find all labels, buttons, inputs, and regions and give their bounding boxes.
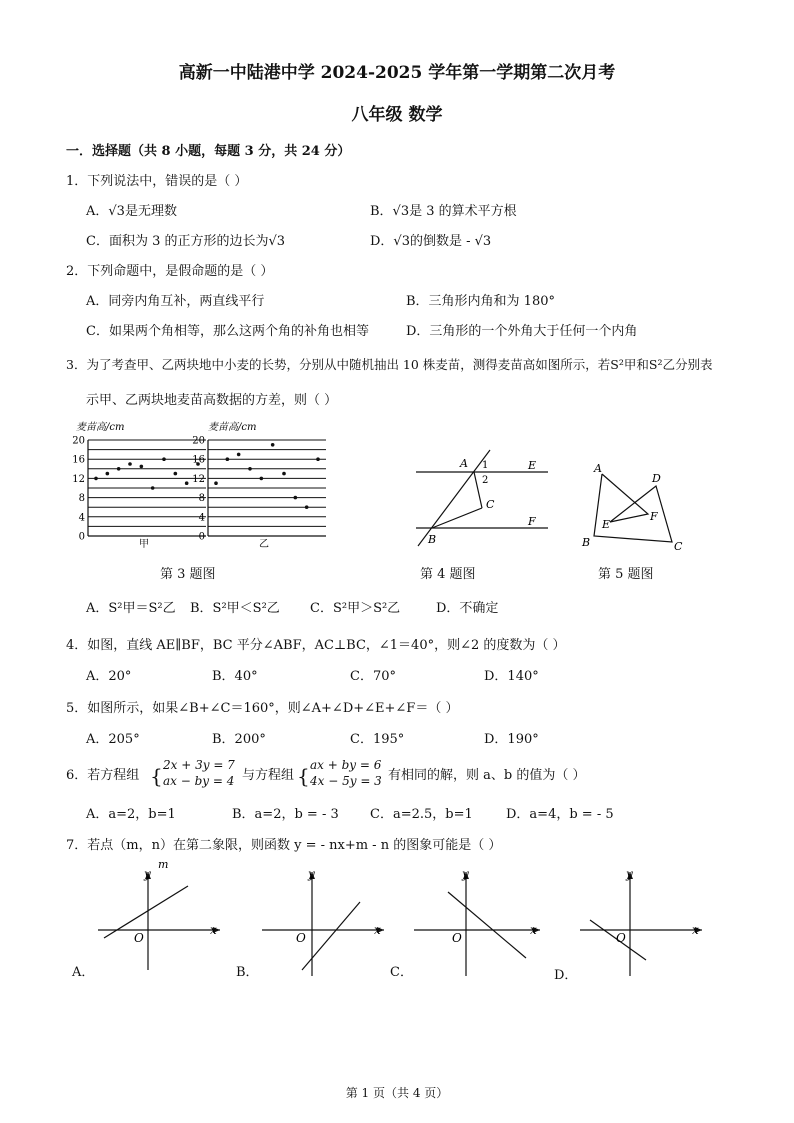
q6-brace-2: { [297, 764, 310, 788]
chart-left-tick-label: 12 [72, 473, 85, 485]
chart-left-tick-label: 4 [78, 512, 85, 524]
exam-subtitle: 八年级 数学 [351, 105, 443, 125]
fig5-label-c: C [674, 540, 683, 553]
chart-right-point [294, 496, 298, 500]
figure-4 [408, 448, 558, 557]
chart-right-tick-label: 8 [198, 493, 205, 505]
graph-c-y-label: y [462, 867, 469, 881]
fig4-label-f: F [528, 515, 536, 528]
fig3-ylabel-right: 麦苗高/cm [208, 422, 257, 433]
chart-left-point [117, 467, 121, 471]
chart-right-point [271, 443, 275, 447]
q6-option-b: B．a=2，b = - 3 [232, 807, 339, 822]
q7-graph-a [98, 858, 220, 970]
q4-option-c: C．70° [350, 669, 396, 684]
graph-a-y-label: y [144, 867, 151, 881]
q6-prefix: 6．若方程组 [66, 768, 140, 783]
chart-right-point [305, 505, 309, 509]
q5-option-b: B．200° [212, 732, 266, 747]
fig5-label-a: A [594, 462, 602, 475]
chart-left-tick-label: 20 [72, 435, 85, 447]
q7-graph-c [414, 867, 540, 976]
q3-line2: 示甲、乙两块地麦苗高数据的方差，则（ ） [86, 393, 338, 408]
q6-system1-eq1: 2x + 3y = 7 [163, 758, 235, 772]
q6-system1-eq2: ax − by = 4 [163, 774, 235, 788]
q3-option-a: A．S²甲＝S²乙 [86, 601, 176, 616]
graph-b-origin: O [296, 931, 306, 945]
q6-option-d: D．a=4，b = - 5 [506, 807, 614, 822]
q7-graph-d [580, 867, 702, 976]
q7-option-c: C． [390, 965, 413, 980]
chart-right-point [260, 477, 264, 481]
chart-left-tick-label: 8 [78, 493, 85, 505]
fig4-label-b: B [428, 533, 437, 546]
q1-stem: 1．下列说法中，错误的是（ ） [66, 174, 248, 189]
q1-option-b: B．√3是 3 的算术平方根 [370, 204, 517, 219]
chart-right-point [316, 457, 320, 461]
q6-system2-eq2: 4x − 5y = 3 [310, 774, 382, 788]
chart-left-tick-label: 16 [72, 454, 85, 466]
graph-a-mark: m [158, 858, 169, 871]
q3-option-d: D．不确定 [436, 601, 499, 616]
q7-stem: 7．若点（m，n）在第二象限，则函数 y = - nx+m - n 的图象可能是（ ） [66, 838, 502, 853]
chart-left [72, 436, 206, 543]
q5-option-d: D．190° [484, 732, 539, 747]
q6-mid: 与方程组 [242, 768, 295, 783]
q2-option-c: C．如果两个角相等，那么这两个角的补角也相等 [86, 324, 369, 339]
chart-right-tick-label: 20 [192, 435, 205, 447]
exam-title: 高新一中陆港中学 2024-2025 学年第一学期第二次月考 [178, 63, 616, 83]
q5-stem: 5．如图所示，如果∠B+∠C＝160°，则∠A+∠D+∠E+∠F＝（ ） [66, 701, 459, 716]
chart-left-point [185, 481, 189, 485]
q7-option-a: A． [72, 965, 95, 980]
q6-option-a: A．a=2，b=1 [86, 807, 176, 822]
section-heading: 一．选择题（共 8 小题，每题 3 分，共 24 分） [66, 144, 351, 159]
figure-5 [580, 458, 690, 562]
q7-graph-b [262, 867, 384, 976]
q6-option-c: C．a=2.5，b=1 [370, 807, 473, 822]
chart-right-point [226, 457, 230, 461]
graph-d-origin: O [616, 931, 626, 945]
chart-right-point [248, 467, 252, 471]
q5-option-a: A．205° [86, 732, 140, 747]
q6-suffix: 有相同的解，则 a、b 的值为（ ） [388, 768, 586, 783]
fig4-label-2: 2 [482, 475, 489, 486]
fig3-ylabel-left: 麦苗高/cm [76, 422, 125, 433]
chart-left-point [94, 477, 98, 481]
chart-right-tick-label: 16 [192, 454, 205, 466]
q6-system2-eq1: ax + by = 6 [310, 758, 382, 772]
fig4-label-e: E [528, 459, 537, 472]
fig5-label-e: E [602, 518, 611, 531]
fig5-label-b: B [582, 536, 591, 549]
graph-d-x-label: x [692, 923, 699, 937]
chart-right-tick-label: 0 [198, 531, 205, 543]
q3-option-b: B．S²甲＜S²乙 [190, 601, 280, 616]
graph-d-y-label: y [626, 867, 633, 881]
q2-option-b: B．三角形内角和为 180° [406, 294, 555, 309]
fig4-caption: 第 4 题图 [420, 567, 476, 582]
fig4-label-a: A [460, 457, 468, 470]
chart-left-point [162, 457, 166, 461]
chart-left-point [151, 486, 155, 490]
graph-a-origin: O [134, 931, 144, 945]
chart-left-point [106, 472, 110, 476]
figure-3 [66, 418, 336, 557]
q7-option-b: B． [236, 965, 259, 980]
q2-option-d: D．三角形的一个外角大于任何一个内角 [406, 324, 638, 339]
chart-right-point [214, 481, 218, 485]
q5-option-c: C．195° [350, 732, 405, 747]
q1-option-a: A．√3是无理数 [86, 204, 177, 219]
graph-b-y-label: y [308, 867, 315, 881]
q3-line1: 3．为了考查甲、乙两块地中小麦的长势，分别从中随机抽出 10 株麦苗，测得麦苗高如图所示，若S²甲和S²乙分别表 [66, 357, 713, 372]
q4-option-a: A．20° [86, 669, 132, 684]
chart-left-tick-label: 0 [78, 531, 85, 543]
q1-option-d: D．√3的倒数是 - √3 [370, 234, 492, 249]
q1-option-c: C．面积为 3 的正方形的边长为√3 [86, 234, 286, 249]
fig5-caption: 第 5 题图 [598, 567, 654, 582]
q2-stem: 2．下列命题中，是假命题的是（ ） [66, 264, 274, 279]
fig3-caption: 第 3 题图 [160, 567, 216, 582]
fig4-label-c: C [486, 498, 495, 511]
q4-option-d: D．140° [484, 669, 539, 684]
q7-option-d: D． [554, 968, 578, 983]
graph-c-x-label: x [530, 923, 537, 937]
q2-option-a: A．同旁内角互补，两直线平行 [86, 294, 265, 309]
chart-right-tick-label: 12 [192, 473, 205, 485]
page-footer: 第 1 页（共 4 页） [345, 1086, 449, 1100]
fig3-label-left: 甲 [139, 539, 149, 550]
chart-right-tick-label: 4 [198, 512, 205, 524]
fig4-label-1: 1 [482, 460, 489, 471]
chart-left-point [174, 472, 178, 476]
chart-right-point [282, 472, 286, 476]
fig5-label-d: D [652, 472, 661, 485]
graph-c-origin: O [452, 931, 462, 945]
chart-right [192, 436, 326, 543]
fig5-label-f: F [650, 510, 658, 523]
q4-stem: 4．如图，直线 AE∥BF，BC 平分∠ABF，AC⊥BC，∠1＝40°，则∠2 的度数为（ ） [66, 638, 566, 653]
graph-a-x-label: x [210, 923, 217, 937]
chart-right-point [237, 453, 241, 457]
graph-b-x-label: x [374, 923, 381, 937]
q4-option-b: B．40° [212, 669, 258, 684]
q6-brace-1: { [150, 764, 163, 788]
fig3-label-right: 乙 [259, 539, 269, 550]
chart-left-point [128, 462, 132, 466]
chart-left-point [140, 465, 144, 469]
q3-option-c: C．S²甲＞S²乙 [310, 601, 401, 616]
